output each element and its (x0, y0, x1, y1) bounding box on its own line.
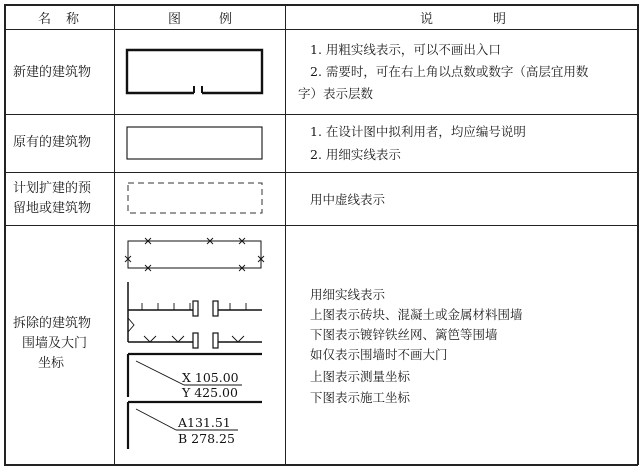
gate-post-right (213, 301, 218, 316)
row-name-demolished-a: 拆除的建筑物 (13, 316, 92, 331)
row-name-demolished-b: 围墙及大门 (22, 336, 88, 351)
header-desc-b: 明 (493, 12, 507, 27)
gate-post-left (193, 301, 198, 316)
row3-desc-line1: 用中虚线表示 (310, 192, 386, 207)
wall-ticks (142, 303, 246, 310)
header-desc-a: 说 (420, 12, 434, 27)
row4-desc-line3: 下图表示镀锌铁丝网、篱笆等围墙 (310, 327, 498, 342)
header-name-a: 名 (38, 12, 52, 27)
row1-desc-line1: 1. 用粗实线表示，可以不画出入口 (310, 42, 501, 57)
header-legend-b: 例 (219, 12, 233, 27)
fence-gate-post-left (193, 333, 198, 348)
fence-gate-post-right (213, 333, 218, 348)
solid-wall-symbol (128, 282, 262, 316)
row-name-demolished-c: 坐标 (38, 356, 65, 371)
construction-coord-a: A131.51 (178, 415, 231, 430)
existing-building-symbol (127, 127, 262, 159)
row-name-planned-expansion-a: 计划扩建的预 (13, 181, 92, 196)
new-building-symbol (127, 50, 262, 93)
row1-desc-line2: 2. 需要时，可在右上角以点数或数字（高层宜用数 (310, 64, 589, 79)
fence-v-marks (128, 318, 244, 342)
planned-expansion-symbol (128, 183, 262, 213)
row4-desc-line1: 用细实线表示 (310, 287, 386, 302)
header-legend-a: 图 (168, 12, 182, 27)
row4-desc-line5: 上图表示测量坐标 (310, 369, 411, 384)
demolished-building-symbol (125, 238, 264, 271)
row2-desc-line1: 1. 在设计图中拟利用者，均应编号说明 (310, 124, 526, 139)
row-name-existing-building: 原有的建筑物 (13, 135, 92, 150)
row-name-new-building: 新建的建筑物 (13, 65, 92, 80)
row2-desc-line2: 2. 用细实线表示 (310, 147, 401, 162)
row4-desc-line2: 上图表示砖块、混凝土或金属材料围墙 (310, 307, 523, 322)
row1-desc-line3: 字）表示层数 (298, 86, 374, 101)
row4-desc-line4: 如仅表示围墙时不画大门 (310, 347, 448, 362)
construction-coord-b: B 278.25 (178, 431, 235, 446)
survey-coord-y: Y 425.00 (182, 385, 238, 400)
survey-coord-x: X 105.00 (182, 370, 239, 385)
demolition-x-marks (125, 238, 264, 271)
row-name-planned-expansion-b: 留地或建筑物 (13, 201, 92, 216)
row4-desc-line6: 下图表示施工坐标 (310, 390, 411, 405)
header-name-b: 称 (66, 12, 80, 27)
